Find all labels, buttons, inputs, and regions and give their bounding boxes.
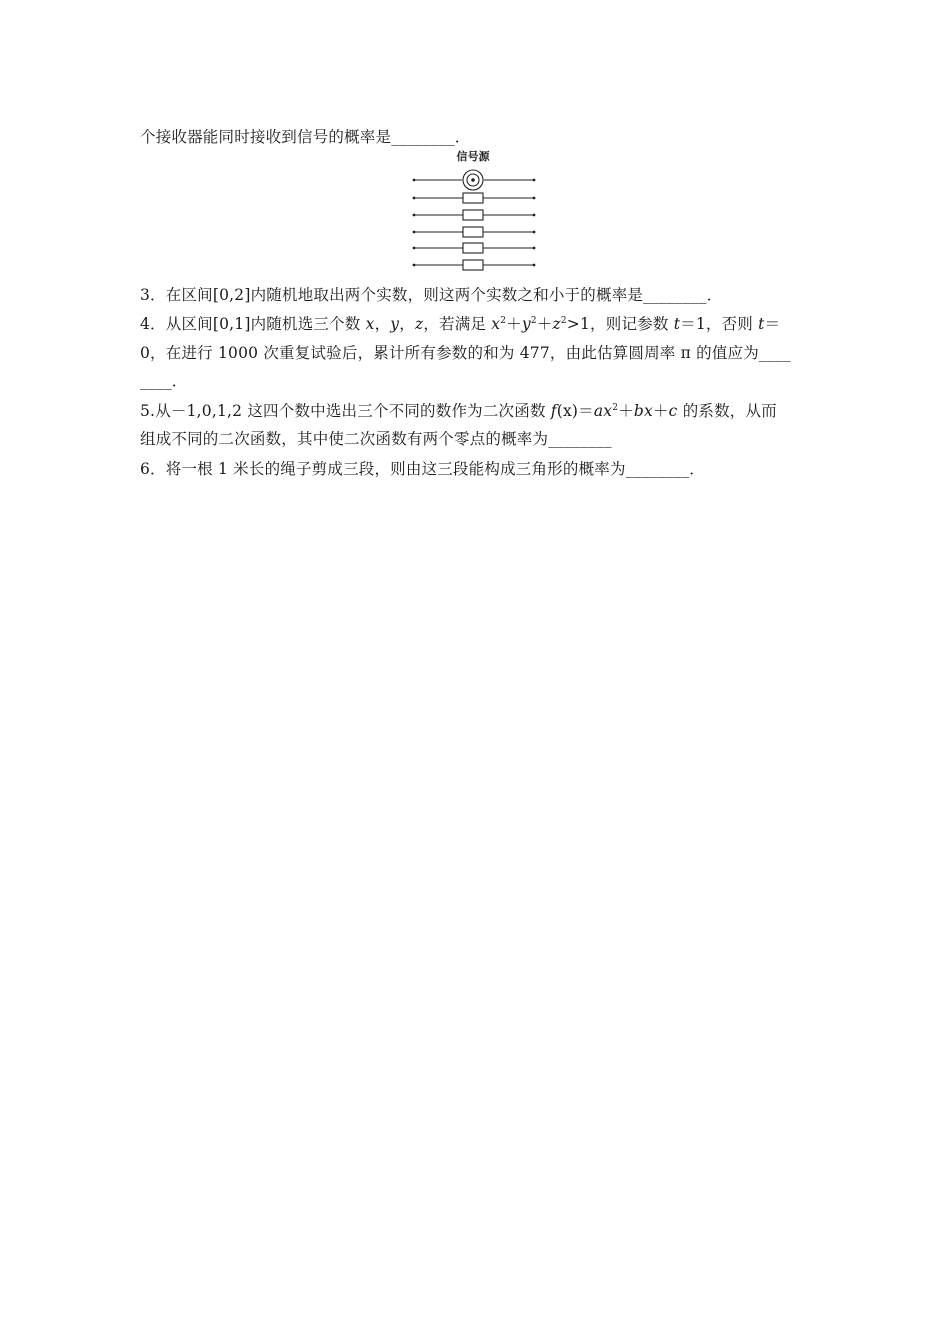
question-5-line-2: 组成不同的二次函数，其中使二次函数有两个零点的概率为________ — [140, 430, 612, 448]
receiver-box-5 — [463, 260, 483, 270]
signal-source-center-dot — [471, 178, 475, 182]
receiver-box-3 — [463, 227, 483, 237]
question-6-text: 6．将一根 1 米长的绳子剪成三段，则由这三段能构成三角形的概率为________． — [140, 460, 705, 478]
receiver-box-1 — [463, 193, 483, 203]
receiver-box-4 — [463, 243, 483, 253]
signal-source-figure — [410, 150, 540, 275]
question-3 — [140, 284, 722, 306]
signal-diagram — [410, 150, 540, 275]
question-3-text: 3．在区间[0,2]内随机地取出两个实数，则这两个实数之和小于的概率是________． — [140, 286, 723, 304]
question-4-line-1: 4．从区间[0,1]内随机选三个数 x，y，z，若满足 $x^2+y^2+z^2>1$，则记参数 t＝1，否则 t＝ — [140, 315, 781, 333]
question-4-line-2: 0，在进行 1000 次重复试验后，累计所有参数的和为 477，由此估算圆周率 π 的值应为____ — [140, 344, 791, 362]
receiver-box-2 — [463, 210, 483, 220]
figure-title: 信号源 — [456, 150, 490, 163]
question-6 — [140, 458, 705, 480]
question-4-line-3: ____． — [140, 372, 188, 390]
question-2-tail — [140, 126, 471, 148]
question-2-text: 个接收器能同时接收到信号的概率是________． — [140, 128, 471, 146]
question-5-line-1: 5.从－1,0,1,2 这四个数中选出三个不同的数作为二次函数 $f(x)=ax^2+bx+c$ 的系数，从而 — [140, 402, 777, 420]
